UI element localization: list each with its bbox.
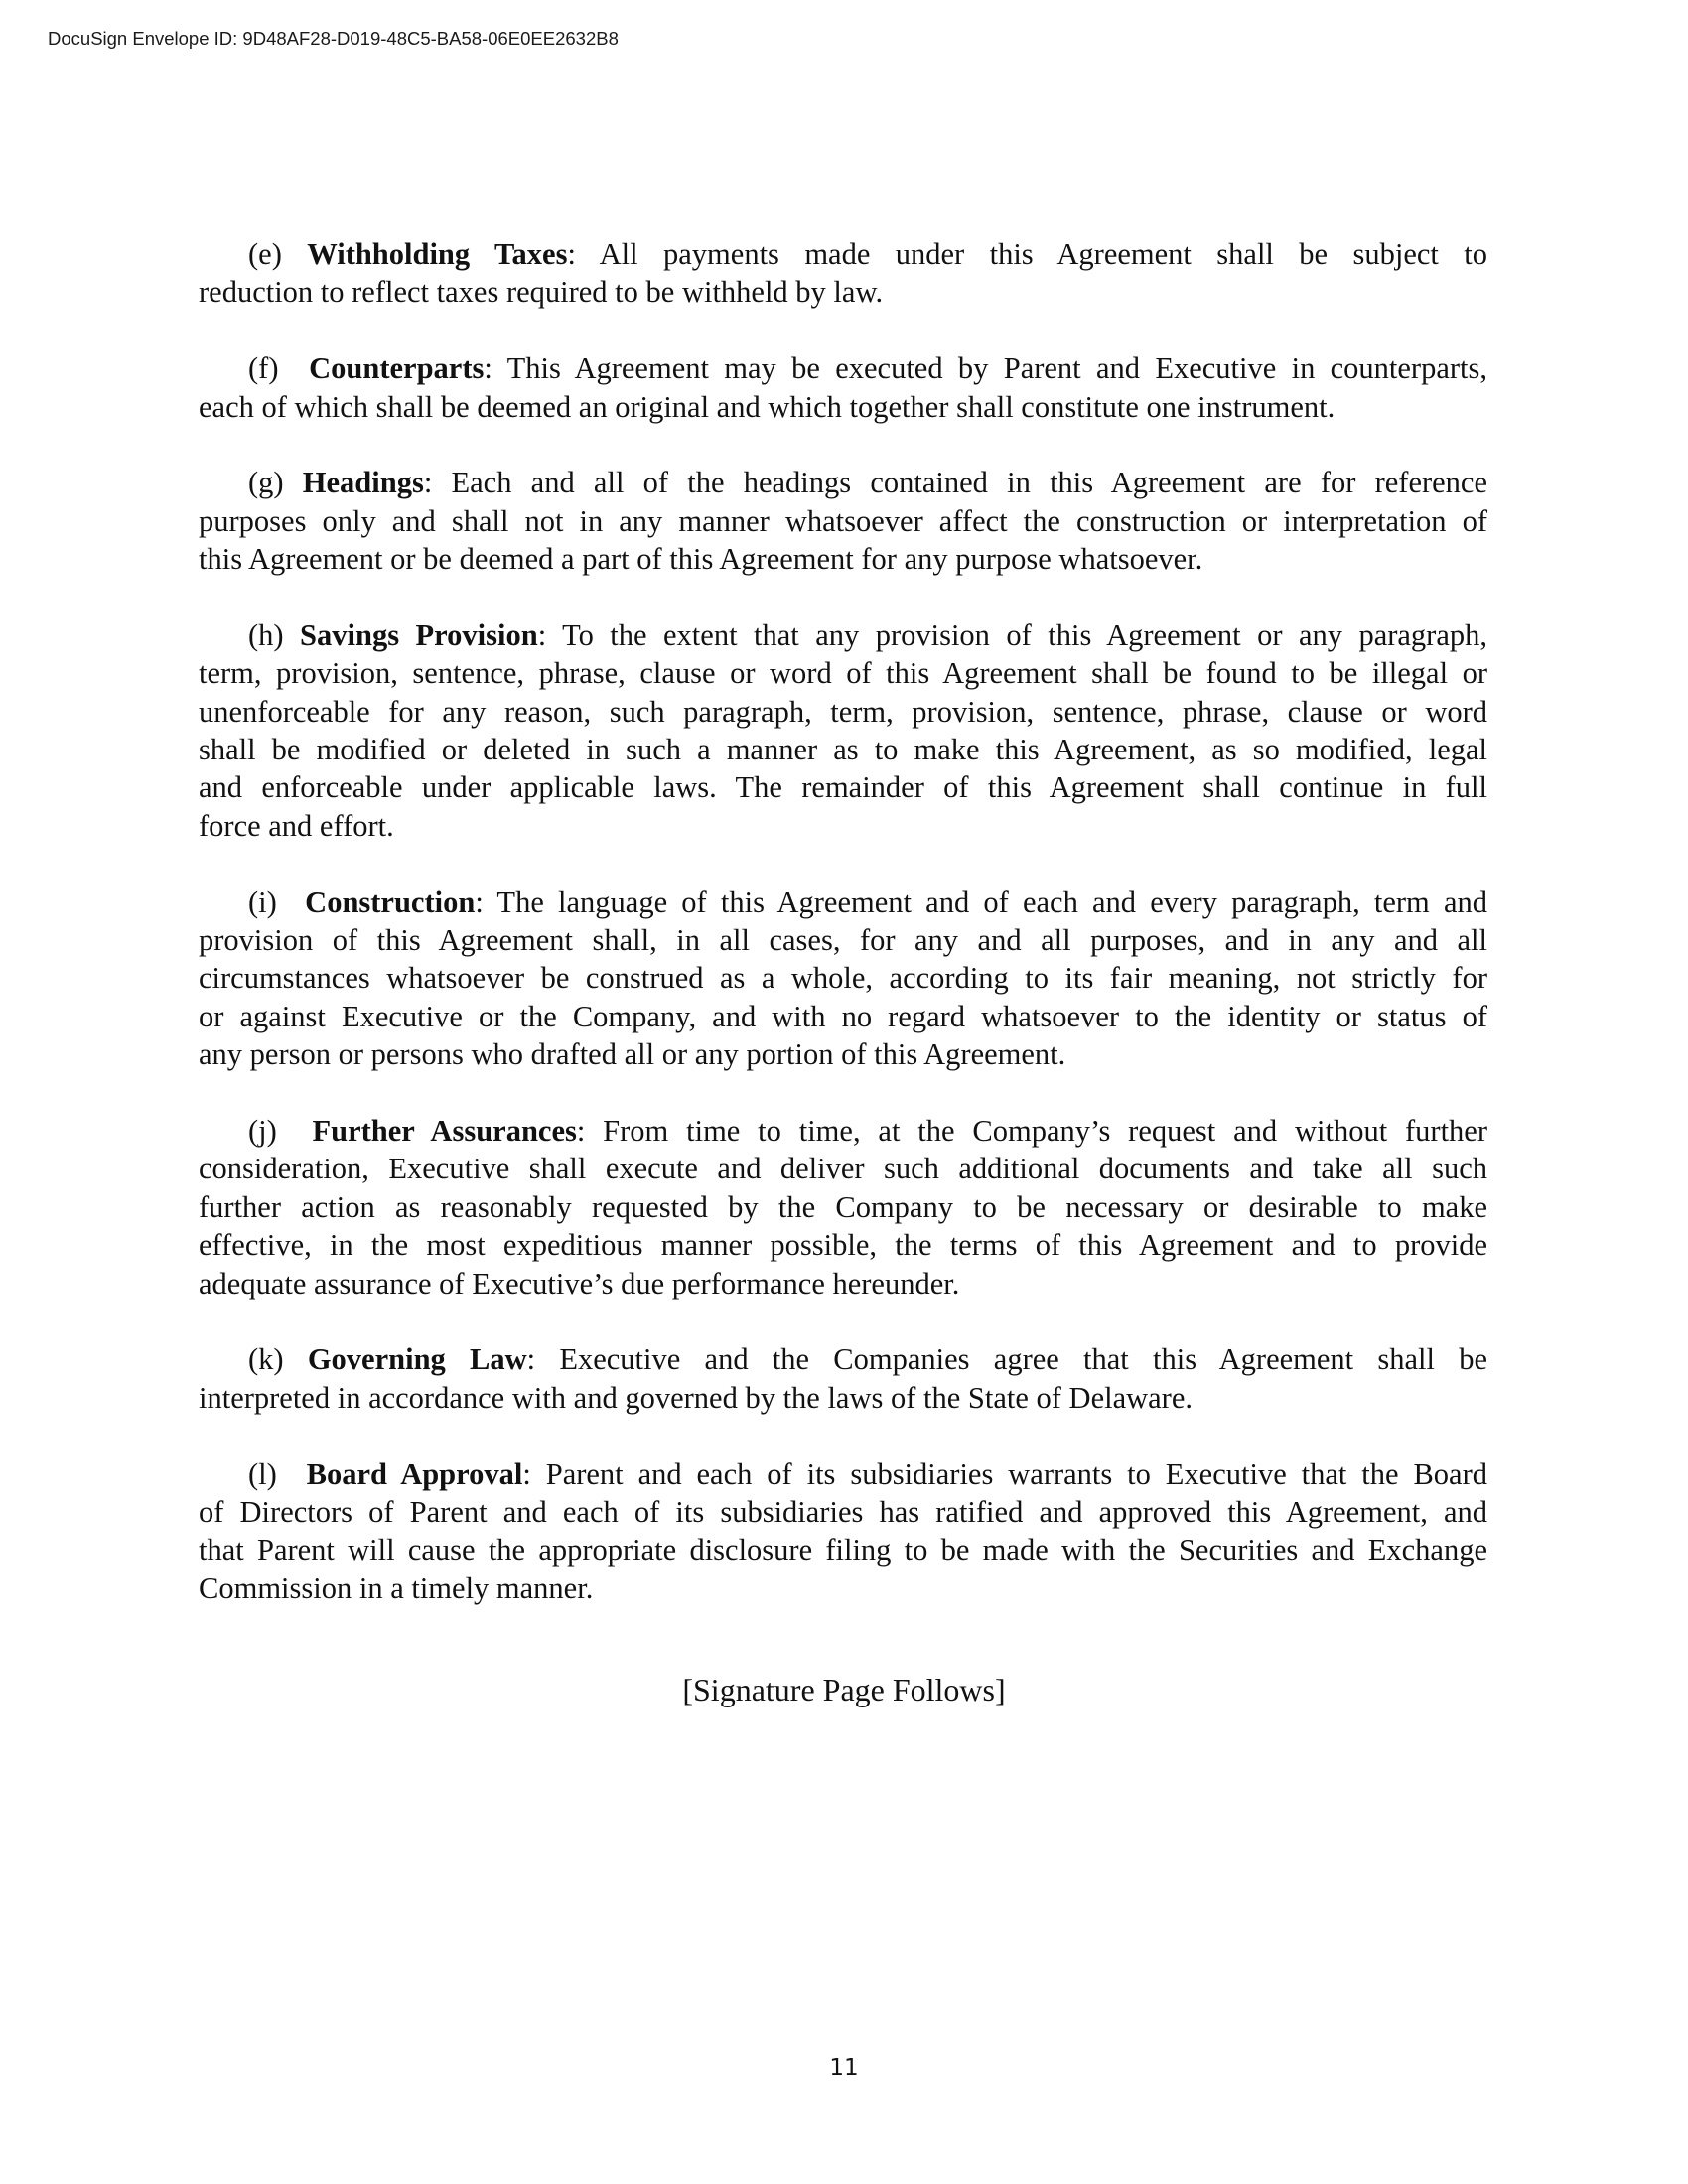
section-line — [199, 1531, 1487, 1569]
section-board-approval — [199, 1455, 1487, 1608]
section-first-line — [199, 884, 1487, 921]
section-line: interpreted in accordance with and governed by the laws of the State of Delaware. — [199, 1380, 1194, 1415]
section-text: : This Agreement may be executed by Parent and Executive in counterparts, — [484, 351, 1488, 386]
section-line — [199, 654, 1487, 692]
section-line-text: that Parent will cause the appropriate disclosure filing to be made with the Securities and Exchange — [199, 1533, 1487, 1568]
section-line: each of which shall be deemed an original and which together shall constitute one instrument. — [199, 389, 1336, 424]
section-savings-provision — [199, 616, 1487, 845]
section-line — [199, 1150, 1487, 1187]
section-line — [199, 1188, 1487, 1226]
section-line — [199, 921, 1487, 959]
section-first-line — [199, 464, 1487, 501]
section-label: (k) — [248, 1342, 284, 1377]
section-headings — [199, 464, 1487, 578]
section-text: : All payments made under this Agreement shall be subject to — [567, 237, 1487, 271]
section-line — [199, 959, 1487, 997]
section-line: adequate assurance of Executive’s due performance hereunder. — [199, 1266, 960, 1300]
section-label: (l) — [248, 1456, 277, 1491]
section-heading: Governing Law — [307, 1342, 527, 1377]
section-label: (g) — [248, 466, 284, 500]
section-line: any person or persons who drafted all or any portion of this Agreement. — [199, 1037, 1066, 1072]
section-text: : Each and all of the headings contained in this Agreement are for reference — [423, 466, 1487, 500]
section-text: : To the extent that any provision of this Agreement or any paragraph, — [537, 617, 1488, 652]
section-first-line — [199, 235, 1487, 273]
section-heading: Counterparts — [309, 351, 485, 386]
section-text: : From time to time, at the Company’s request and without further — [576, 1113, 1487, 1148]
section-line-text: and enforceable under applicable laws. The remainder of this Agreement shall continue in full — [199, 770, 1487, 805]
section-line-text: unenforceable for any reason, such paragraph, term, provision, sentence, phrase, clause or word — [199, 694, 1487, 729]
section-label: (h) — [248, 617, 284, 652]
section-heading: Construction — [305, 885, 476, 919]
section-line — [199, 998, 1487, 1035]
section-label: (e) — [248, 237, 282, 271]
section-first-line — [199, 1455, 1487, 1493]
section-label: (i) — [248, 885, 277, 919]
section-construction — [199, 884, 1487, 1074]
document-body — [199, 235, 1487, 1645]
section-line — [199, 1493, 1487, 1531]
page-number: 11 — [829, 2055, 859, 2081]
section-line — [199, 693, 1487, 731]
section-first-line — [199, 1340, 1487, 1378]
section-heading: Further Assurances — [312, 1113, 577, 1148]
section-line-text: of Directors of Parent and each of its subsidiaries has ratified and approved this Agreement, and — [199, 1494, 1487, 1529]
section-line: Commission in a timely manner. — [199, 1570, 594, 1605]
section-line: this Agreement or be deemed a part of this Agreement for any purpose whatsoever. — [199, 542, 1203, 577]
section-governing-law — [199, 1340, 1487, 1417]
section-text: : Parent and each of its subsidiaries warrants to Executive that the Board — [522, 1456, 1488, 1491]
section-further-assurances — [199, 1112, 1487, 1302]
docusign-envelope-id: DocuSign Envelope ID: 9D48AF28-D019-48C5-BA58-06E0EE2632B8 — [48, 28, 619, 49]
section-line — [199, 1226, 1487, 1264]
section-withholding-taxes — [199, 235, 1487, 312]
section-first-line — [199, 1112, 1487, 1150]
section-line-text: further action as reasonably requested by the Company to be necessary or desirable to make — [199, 1189, 1487, 1224]
section-heading: Savings Provision — [300, 617, 538, 652]
section-line — [199, 768, 1487, 806]
section-first-line — [199, 349, 1487, 387]
section-text: : Executive and the Companies agree that this Agreement shall be — [526, 1342, 1487, 1377]
section-line — [199, 731, 1487, 768]
section-line-text: circumstances whatsoever be construed as a whole, according to its fair meaning, not strictly for — [199, 961, 1487, 996]
section-text: : The language of this Agreement and of each and every paragraph, term and — [475, 885, 1488, 919]
section-line-text: consideration, Executive shall execute and deliver such additional documents and take all such — [199, 1152, 1487, 1186]
section-heading: Withholding Taxes — [307, 237, 568, 271]
signature-page-note: [Signature Page Follows] — [682, 1672, 1006, 1707]
section-line-text: purposes only and shall not in any manner whatsoever affect the construction or interpretation of — [199, 503, 1487, 538]
section-line-text: or against Executive or the Company, and with no regard whatsoever to the identity or status of — [199, 999, 1487, 1033]
section-counterparts — [199, 349, 1487, 426]
section-line-text: term, provision, sentence, phrase, clause or word of this Agreement shall be found to be illegal or — [199, 656, 1487, 691]
section-label: (j) — [248, 1113, 277, 1148]
section-line-text: provision of this Agreement shall, in all cases, for any and all purposes, and in any and all — [199, 923, 1487, 958]
section-heading: Headings — [302, 466, 424, 500]
section-line: force and effort. — [199, 808, 394, 843]
section-line — [199, 502, 1487, 540]
section-line: reduction to reflect taxes required to be withheld by law. — [199, 275, 884, 310]
section-label: (f) — [248, 351, 279, 386]
section-heading: Board Approval — [306, 1456, 523, 1491]
section-first-line — [199, 616, 1487, 654]
section-line-text: effective, in the most expeditious manner possible, the terms of this Agreement and to provide — [199, 1228, 1487, 1263]
section-line-text: shall be modified or deleted in such a manner as to make this Agreement, as so modified, legal — [199, 733, 1487, 767]
